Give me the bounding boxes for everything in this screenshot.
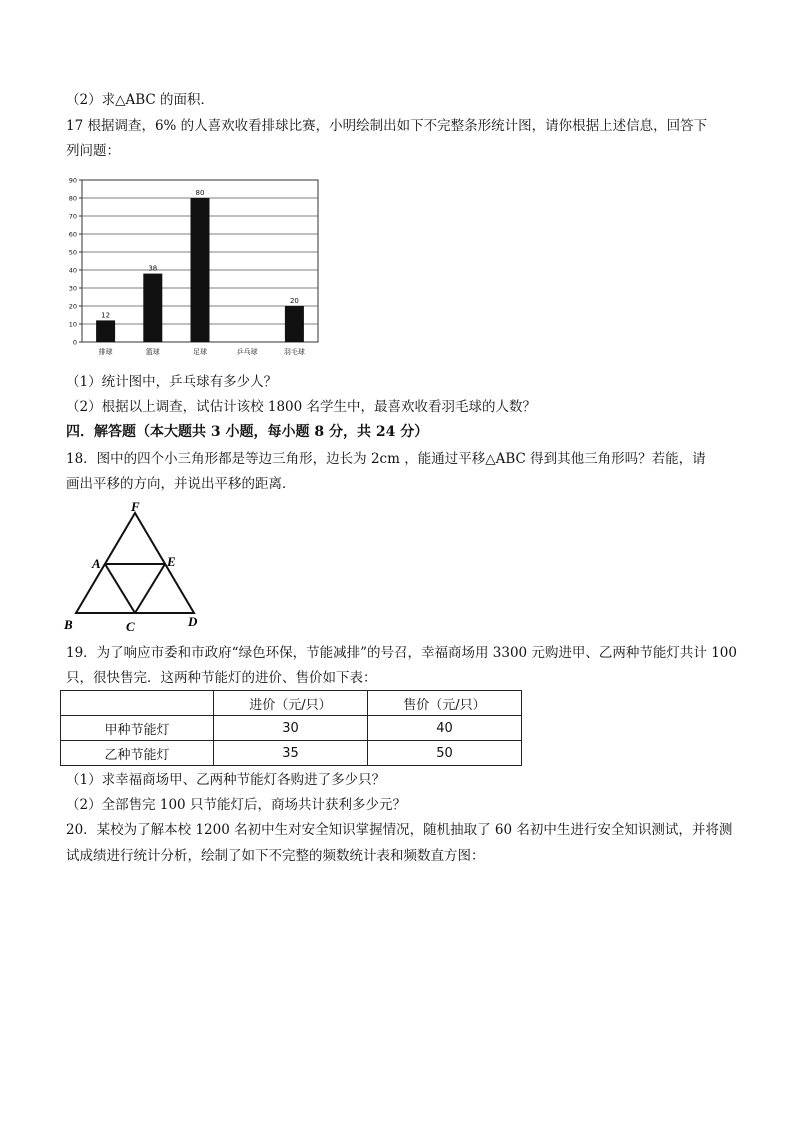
- q20-stem-line2: 试成绩进行统计分析，绘制了如下不完整的频数统计表和频数直方图：: [66, 848, 485, 864]
- q19-stem-line1: 19．为了响应市委和市政府“绿色环保，节能减排”的号召，幸福商场用 3300 元购进甲、乙两种节能灯共计 100: [66, 645, 737, 661]
- table-cell: 40: [368, 716, 522, 741]
- table-header-cell: [61, 691, 214, 716]
- table-row: [61, 716, 522, 741]
- q18-stem-line1: 18．图中的四个小三角形都是等边三角形，边长为 2cm ，能通过平移△ABC 得到其他三角形吗？若能，请: [66, 451, 706, 467]
- segment-ec: [135, 564, 165, 613]
- data-label: 80: [195, 189, 205, 197]
- table-cell: 甲种节能灯: [61, 716, 214, 741]
- label-b: B: [64, 617, 73, 632]
- y-tick-label: 70: [68, 212, 77, 221]
- price-table: [60, 690, 522, 766]
- triangle-figure: [60, 498, 210, 636]
- category-label: 乒乓球: [236, 348, 258, 356]
- data-label: 12: [101, 311, 111, 320]
- y-tick-label: 0: [72, 338, 77, 347]
- table-cell: 乙种节能灯: [61, 741, 214, 766]
- bar: [143, 274, 162, 342]
- category-label: 篮球: [145, 348, 160, 356]
- label-c: C: [126, 619, 135, 634]
- q19-part1: （1）求幸福商场甲、乙两种节能灯各购进了多少只？: [66, 772, 386, 788]
- q16-part2: （2）求△ABC 的面积．: [66, 92, 215, 108]
- bar: [285, 306, 304, 342]
- table-cell: 30: [214, 716, 368, 741]
- y-tick-label: 20: [68, 302, 77, 311]
- y-tick-label: 40: [68, 266, 77, 275]
- q19-stem-line2: 只，很快售完．这两种节能灯的进价、售价如下表：: [66, 670, 377, 686]
- triangle-figure-svg: [60, 498, 210, 636]
- y-tick-label: 60: [68, 230, 77, 239]
- data-label: 20: [289, 297, 299, 305]
- bar: [191, 198, 210, 342]
- table-row: [61, 741, 522, 766]
- y-tick-label: 80: [68, 194, 77, 203]
- table-header-cell: 进价（元/只）: [214, 691, 368, 716]
- bar-chart: [60, 172, 325, 362]
- y-tick-label: 90: [68, 176, 77, 185]
- q19-part2: （2）全部售完 100 只节能灯后，商场共计获利多少元？: [66, 797, 406, 813]
- section4-heading: 四．解答题（本大题共 3 小题，每小题 8 分，共 24 分）: [66, 424, 429, 440]
- category-label: 足球: [193, 348, 207, 356]
- bar-chart-svg: [60, 172, 325, 362]
- q17-part2: （2）根据以上调查，试估计该校 1800 名学生中，最喜欢收看羽毛球的人数？: [66, 399, 537, 415]
- table-cell: 50: [368, 741, 522, 766]
- y-tick-label: 50: [68, 248, 77, 257]
- label-e: E: [167, 554, 176, 569]
- y-tick-label: 30: [68, 284, 77, 293]
- category-label: 羽毛球: [283, 348, 305, 356]
- q17-stem-line2: 列问题：: [66, 143, 120, 159]
- table-header-cell: 售价（元/只）: [368, 691, 522, 716]
- table-header-row: [61, 691, 522, 716]
- table-cell: 35: [214, 741, 368, 766]
- q17-part1: （1）统计图中，乒乓球有多少人？: [66, 374, 278, 390]
- label-a: A: [92, 556, 101, 571]
- data-label: 38: [148, 264, 158, 273]
- segment-ac: [105, 564, 135, 613]
- q17-stem-line1: 17 根据调查，6% 的人喜欢收看排球比赛，小明绘制出如下不完整条形统计图，请你根据上述信息，回答下: [66, 118, 708, 134]
- label-d: D: [188, 614, 198, 629]
- category-label: 排球: [98, 348, 113, 356]
- q18-stem-line2: 画出平移的方向，并说出平移的距离．: [66, 476, 296, 492]
- y-tick-label: 10: [68, 320, 77, 329]
- label-f: F: [131, 499, 140, 514]
- q20-stem-line1: 20．某校为了解本校 1200 名初中生对安全知识掌握情况，随机抽取了 60 名初中生进行安全知识测试，并将测: [66, 822, 733, 838]
- bar: [96, 320, 115, 342]
